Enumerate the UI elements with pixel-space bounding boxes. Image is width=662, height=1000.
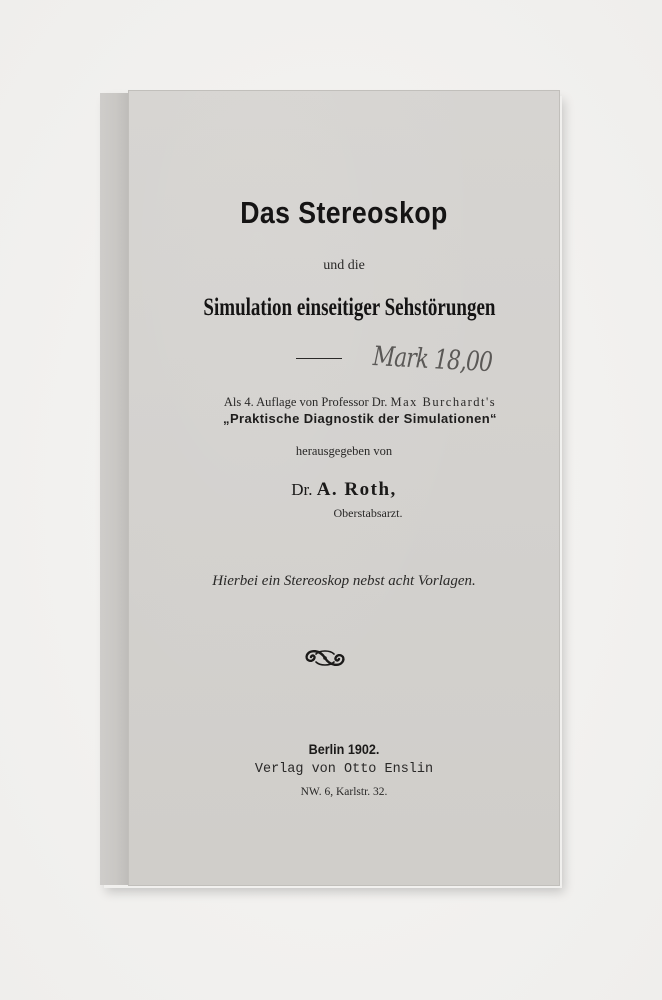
handwritten-price-note: Mark 18,00 [372, 341, 493, 379]
editor-name: A. Roth, [316, 479, 397, 500]
edition-prefix: Als 4. Auflage von Professor Dr. [223, 395, 391, 409]
publisher-address: NW. 6, Karlstr. 32. [300, 786, 388, 798]
book-cover [128, 90, 560, 886]
title-divider [296, 358, 342, 359]
edition-work-title: „Praktische Diagnostik der Simulationen“ [223, 411, 497, 426]
title-connector: und die [323, 258, 365, 273]
editor-intro: herausgegeben von [295, 444, 393, 458]
edition-line [175, 395, 545, 410]
editor-rank: Oberstabsarzt. [333, 506, 403, 520]
editor-prefix: Dr. [291, 480, 317, 499]
book-subtitle: Simulation einseitiger Sehstörungen [203, 294, 496, 321]
publication-city-year: Berlin 1902. [308, 741, 380, 757]
edition-author: Max Burchardt's [390, 395, 497, 409]
editor-line [159, 479, 529, 501]
book-title: Das Stereoskop [240, 195, 448, 230]
book-spine [100, 93, 131, 885]
supplement-note: Hierbei ein Stereoskop nebst acht Vorlagen. [212, 573, 476, 589]
printer-ornament-icon [302, 646, 348, 670]
publisher-line: Verlag von Otto Enslin [254, 762, 434, 777]
